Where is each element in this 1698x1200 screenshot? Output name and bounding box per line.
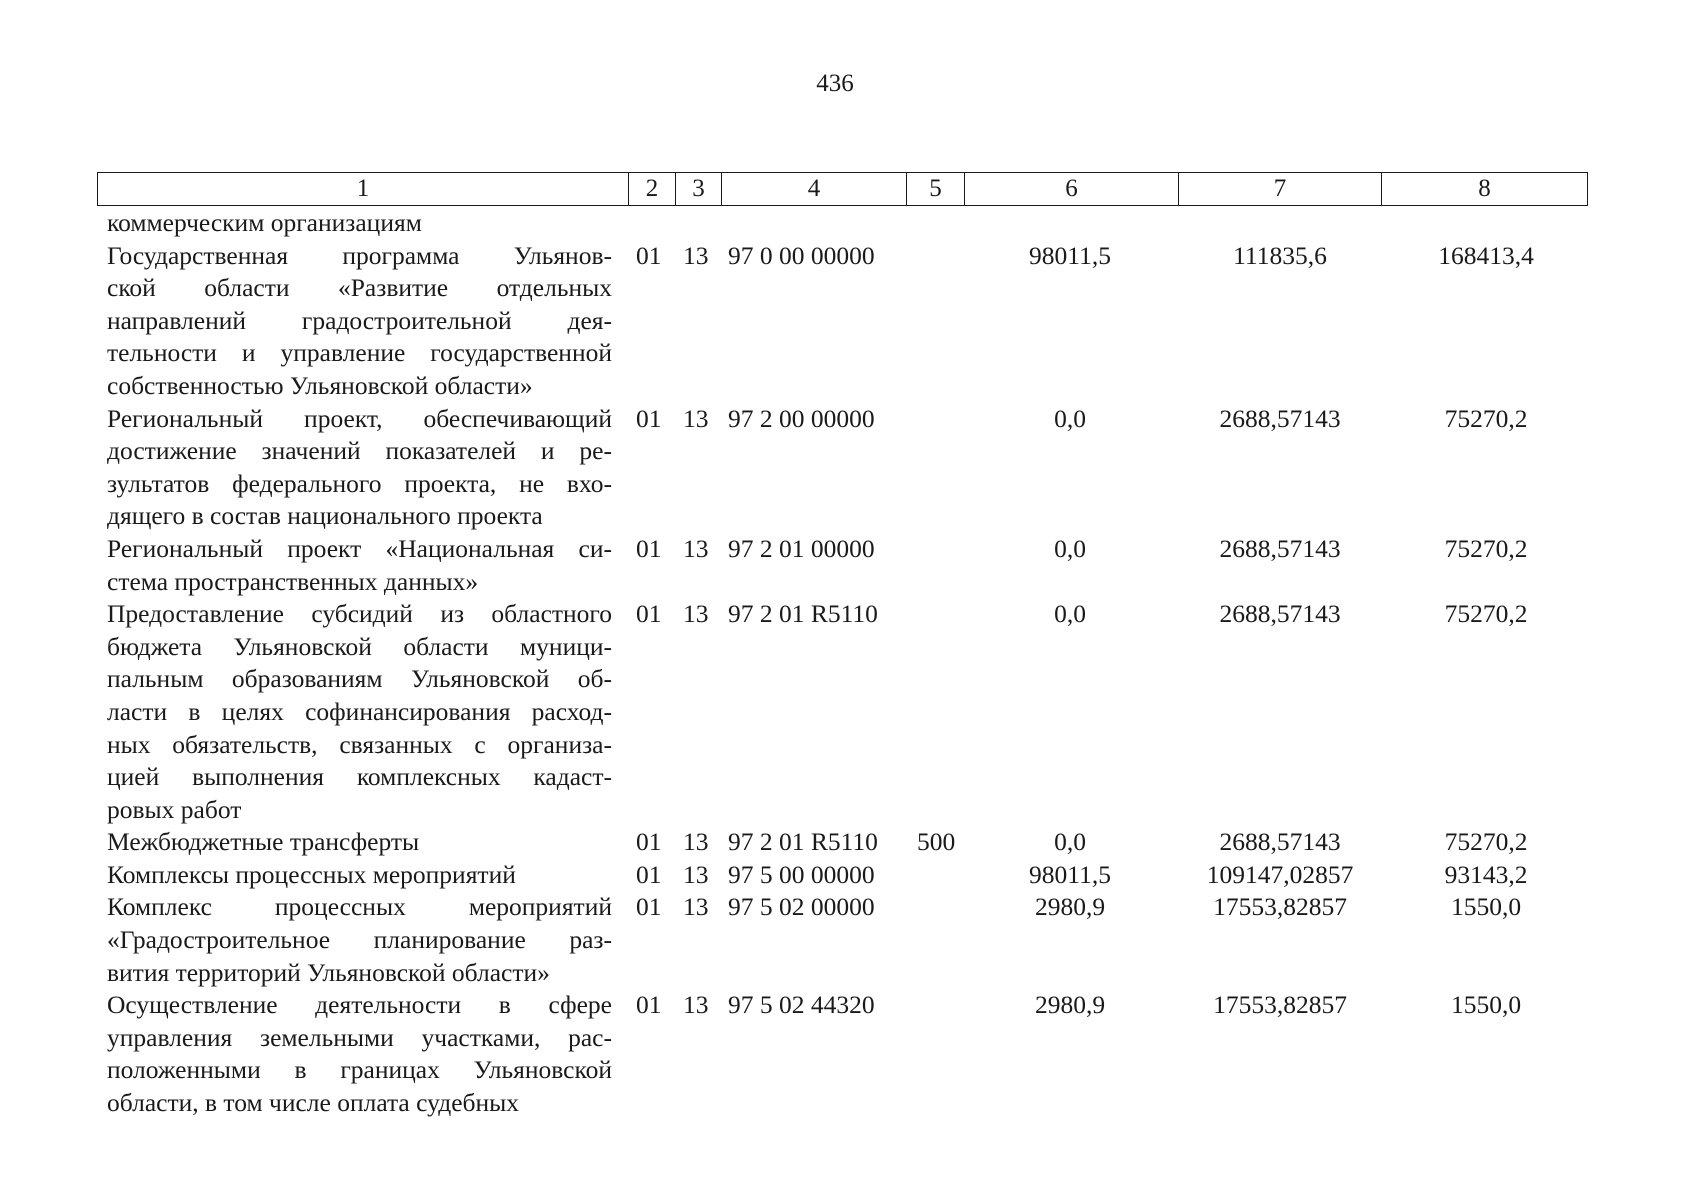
target-article-code: 97 2 01 00000 — [728, 533, 875, 563]
row-name — [107, 240, 612, 403]
row-name-line: Предоставление субсидий из областного — [107, 599, 612, 629]
header-col-8: 8 — [1382, 173, 1588, 206]
row-name-line: стема пространственных данных» — [107, 566, 479, 596]
row-name-line: ласти в целях софинансирования расход- — [107, 696, 612, 726]
page-number: 436 — [816, 70, 854, 97]
header-col-1: 1 — [98, 173, 629, 206]
row-name-line: ных обязательств, связанных с организа- — [107, 729, 612, 759]
header-col-7: 7 — [1179, 173, 1382, 206]
section-code: 01 — [636, 240, 662, 270]
amount-col-6: 2980,9 — [1034, 990, 1106, 1020]
row-name — [107, 403, 612, 533]
row-name-line: Государственная программа Ульянов- — [107, 240, 612, 270]
target-article-code: 97 5 02 44320 — [728, 990, 875, 1020]
target-article-code: 97 5 02 00000 — [728, 892, 875, 922]
amount-col-6: 0,0 — [1054, 403, 1086, 433]
amount-col-7: 2688,57143 — [1219, 403, 1341, 433]
amount-col-8: 1550,0 — [1450, 990, 1522, 1020]
amount-col-7: 17553,82857 — [1213, 892, 1347, 922]
subsection-code: 13 — [683, 892, 709, 922]
row-name — [107, 533, 612, 598]
subsection-code: 13 — [683, 403, 709, 433]
row-name-line: ровых работ — [107, 794, 242, 824]
amount-col-7: 2688,57143 — [1219, 827, 1341, 857]
table-row — [0, 859, 1698, 892]
header-col-3: 3 — [676, 173, 722, 206]
subsection-code: 13 — [683, 859, 709, 889]
header-col-6: 6 — [965, 173, 1179, 206]
row-name-line: пальным образованиям Ульяновской об- — [107, 664, 612, 694]
table-header — [97, 172, 1588, 206]
row-name — [107, 989, 612, 1119]
row-name-line: зультатов федерального проекта, не вхо- — [107, 468, 612, 498]
amount-col-8: 75270,2 — [1444, 827, 1528, 857]
amount-col-6: 98011,5 — [1029, 240, 1111, 270]
row-name-line: Комплекс процессных мероприятий — [107, 892, 612, 922]
row-name-line: тельности и управление государственной — [107, 338, 612, 368]
row-name-line: бюджета Ульяновской области муници- — [107, 631, 612, 661]
header-col-5: 5 — [907, 173, 965, 206]
table-row — [0, 598, 1698, 826]
header-col-2: 2 — [629, 173, 676, 206]
amount-col-7: 2688,57143 — [1219, 533, 1341, 563]
table-body — [0, 207, 1698, 1120]
row-name-line: направлений градостроительной дея- — [107, 305, 612, 335]
row-name-line: Комплексы процессных мероприятий — [107, 859, 516, 889]
amount-col-6: 98011,5 — [1029, 859, 1111, 889]
row-name-line: Осуществление деятельности в сфере — [107, 990, 612, 1020]
row-name — [107, 207, 612, 240]
amount-col-7: 111835,6 — [1233, 240, 1327, 270]
section-code: 01 — [636, 990, 662, 1020]
row-name-line: области, в том числе оплата судебных — [107, 1088, 520, 1118]
expense-type-code: 500 — [917, 827, 956, 857]
amount-col-6: 0,0 — [1054, 533, 1086, 563]
subsection-code: 13 — [683, 533, 709, 563]
amount-col-6: 2980,9 — [1034, 892, 1106, 922]
amount-col-6: 0,0 — [1054, 599, 1086, 629]
row-name — [107, 826, 612, 859]
row-name-line: Межбюджетные трансферты — [107, 827, 420, 857]
amount-col-8: 1550,0 — [1450, 892, 1522, 922]
section-code: 01 — [636, 403, 662, 433]
row-name-line: достижение значений показателей и ре- — [107, 436, 612, 466]
section-code: 01 — [636, 533, 662, 563]
subsection-code: 13 — [683, 599, 709, 629]
row-name-line: положенными в границах Ульяновской — [107, 1055, 612, 1085]
row-name-line: Региональный проект, обеспечивающий — [107, 403, 612, 433]
amount-col-8: 75270,2 — [1444, 533, 1528, 563]
row-name — [107, 598, 612, 826]
row-name-line: «Градостроительное планирование раз- — [107, 925, 612, 955]
section-code: 01 — [636, 827, 662, 857]
row-name-line: коммерческим организациям — [107, 208, 422, 237]
row-name — [107, 891, 612, 989]
subsection-code: 13 — [683, 240, 709, 270]
row-name — [107, 859, 612, 892]
table-row — [0, 207, 1698, 240]
amount-col-6: 0,0 — [1054, 827, 1086, 857]
row-name-line: вития территорий Ульяновской области» — [107, 957, 550, 987]
amount-col-8: 93143,2 — [1444, 859, 1528, 889]
row-name-line: дящего в состав национального проекта — [107, 501, 543, 531]
target-article-code: 97 0 00 00000 — [728, 240, 875, 270]
table-row — [0, 403, 1698, 533]
row-name-line: цией выполнения комплексных кадаст- — [107, 762, 612, 792]
section-code: 01 — [636, 599, 662, 629]
header-col-4: 4 — [722, 173, 907, 206]
amount-col-8: 75270,2 — [1444, 599, 1528, 629]
amount-col-7: 17553,82857 — [1213, 990, 1347, 1020]
table-row — [0, 891, 1698, 989]
amount-col-8: 75270,2 — [1444, 403, 1528, 433]
amount-col-8: 168413,4 — [1438, 240, 1534, 270]
row-name-line: ской области «Развитие отдельных — [107, 273, 612, 303]
target-article-code: 97 2 00 00000 — [728, 403, 875, 433]
table-row — [0, 989, 1698, 1119]
target-article-code: 97 2 01 R5110 — [728, 599, 878, 629]
row-name-line: Региональный проект «Национальная си- — [107, 533, 612, 563]
amount-col-7: 2688,57143 — [1219, 599, 1341, 629]
table-row — [0, 826, 1698, 859]
table-row — [0, 533, 1698, 598]
amount-col-7: 109147,02857 — [1206, 859, 1354, 889]
target-article-code: 97 2 01 R5110 — [728, 827, 878, 857]
row-name-line: управления земельными участками, рас- — [107, 1022, 612, 1052]
section-code: 01 — [636, 892, 662, 922]
table-row — [0, 240, 1698, 403]
target-article-code: 97 5 00 00000 — [728, 859, 875, 889]
subsection-code: 13 — [683, 990, 709, 1020]
subsection-code: 13 — [683, 827, 709, 857]
section-code: 01 — [636, 859, 662, 889]
row-name-line: собственностью Ульяновской области» — [107, 370, 533, 400]
